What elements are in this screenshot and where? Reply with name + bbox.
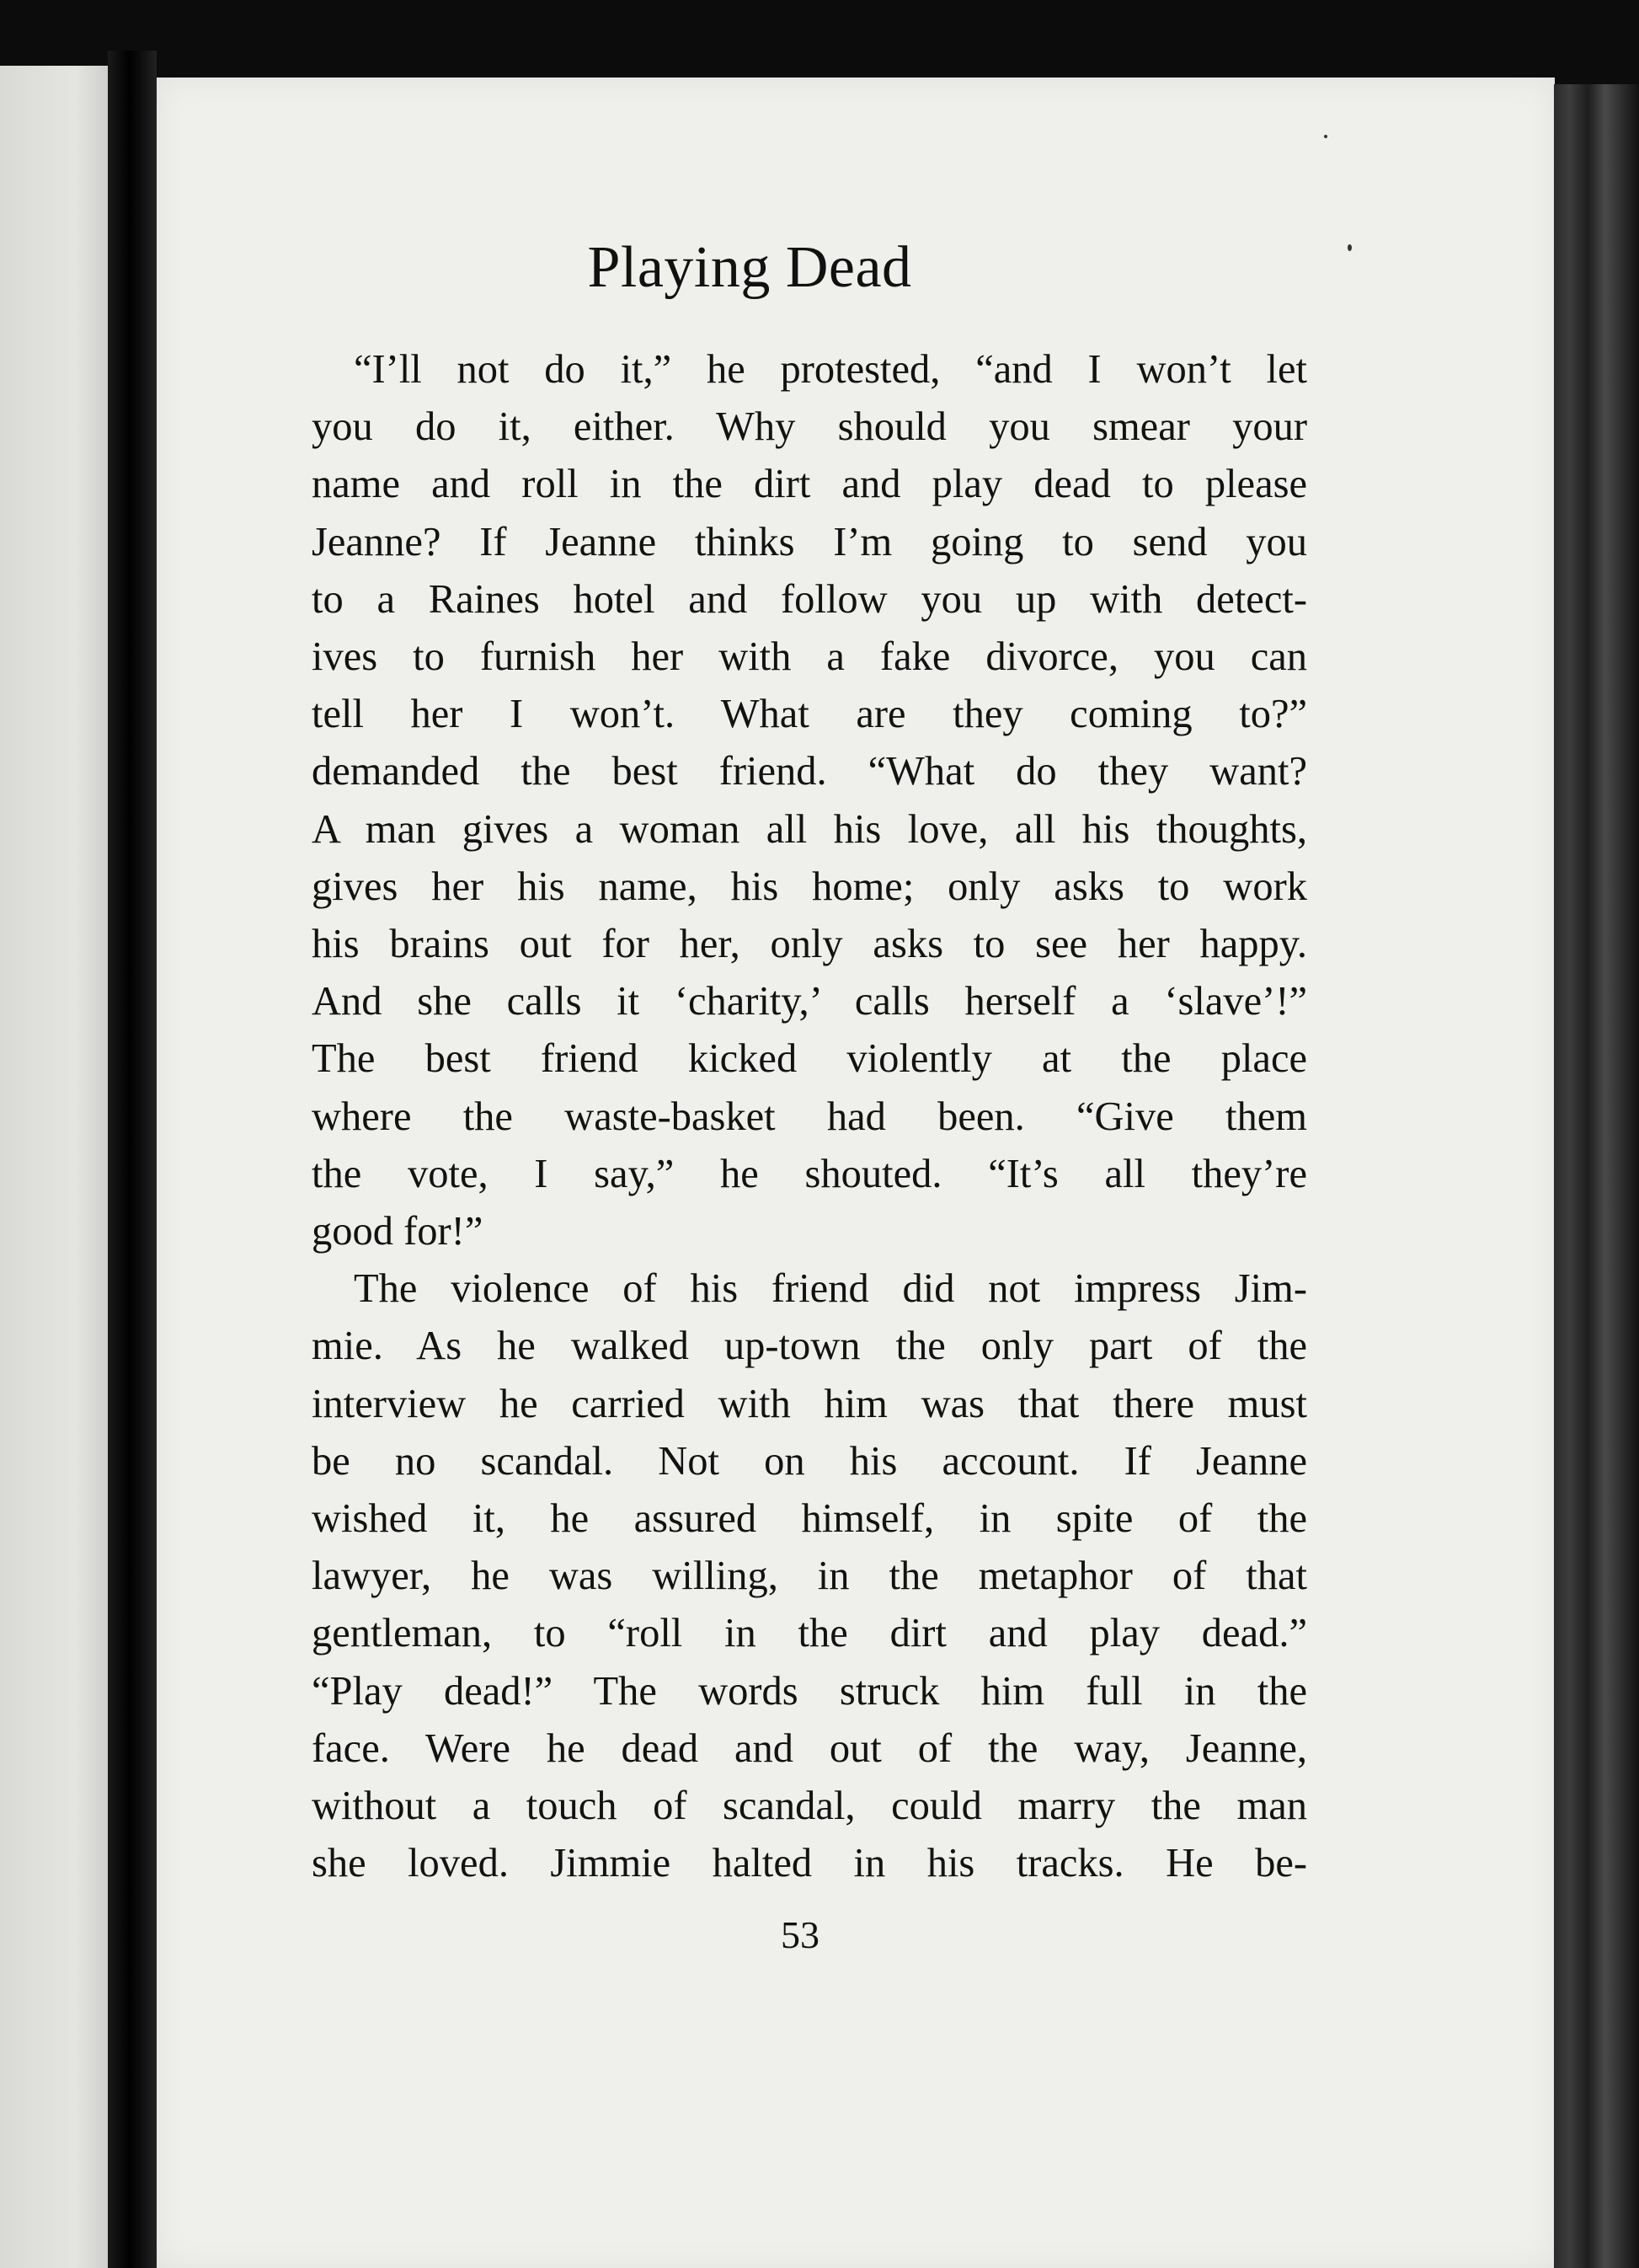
text-line: where the waste-basket had been. “Give them [312, 1094, 1307, 1139]
text-line: The best friend kicked violently at the place [312, 1036, 1307, 1082]
text-line: demanded the best friend. “What do they want? [312, 749, 1307, 794]
text-line: ives to furnish her with a fake divorce, you can [312, 634, 1307, 680]
text-line: interview he carried with him was that there must [312, 1381, 1307, 1426]
text-line: his brains out for her, only asks to see her happy. [312, 922, 1307, 967]
text-line: be no scandal. Not on his account. If Jeanne [312, 1438, 1307, 1484]
text-line: Jeanne? If Jeanne thinks I’m going to send you [312, 519, 1307, 564]
dust-speck [1348, 244, 1352, 251]
text-line: wished it, he assured himself, in spite of the [312, 1496, 1307, 1542]
running-head: Playing Dead [587, 235, 912, 300]
text-line: she loved. Jimmie halted in his tracks. He be- [312, 1841, 1307, 1886]
text-line: And she calls it ‘charity,’ calls herself a ‘slave’!” [312, 979, 1307, 1024]
text-line: to a Raines hotel and follow you up with detect- [312, 576, 1307, 622]
text-line: you do it, either. Why should you smear your [312, 404, 1307, 450]
text-line: mie. As he walked up-town the only part of the [312, 1324, 1307, 1369]
text-line: gentleman, to “roll in the dirt and play dead.” [312, 1611, 1307, 1656]
text-line: the vote, I say,” he shouted. “It’s all they’re [312, 1151, 1307, 1196]
text-line: A man gives a woman all his love, all his thoughts, [312, 806, 1307, 852]
text-line: without a touch of scandal, could marry the man [312, 1784, 1307, 1829]
text-line: good for!” [312, 1209, 483, 1254]
body-text [312, 341, 1307, 1892]
text-line: lawyer, he was willing, in the metaphor of that [312, 1554, 1307, 1599]
text-line: The violence of his friend did not impress Jim- [354, 1266, 1307, 1312]
text-line: tell her I won’t. What are they coming to?” [312, 692, 1307, 737]
text-line: gives her his name, his home; only asks to work [312, 864, 1307, 909]
text-line: face. Were he dead and out of the way, Jeanne, [312, 1725, 1307, 1771]
dust-speck [1324, 135, 1327, 138]
text-line: “I’ll not do it,” he protested, “and I won’t let [354, 347, 1307, 392]
text-line: name and roll in the dirt and play dead to please [312, 462, 1307, 507]
text-line: “Play dead!” The words struck him full in the [312, 1668, 1307, 1714]
page-number: 53 [781, 1913, 820, 1956]
